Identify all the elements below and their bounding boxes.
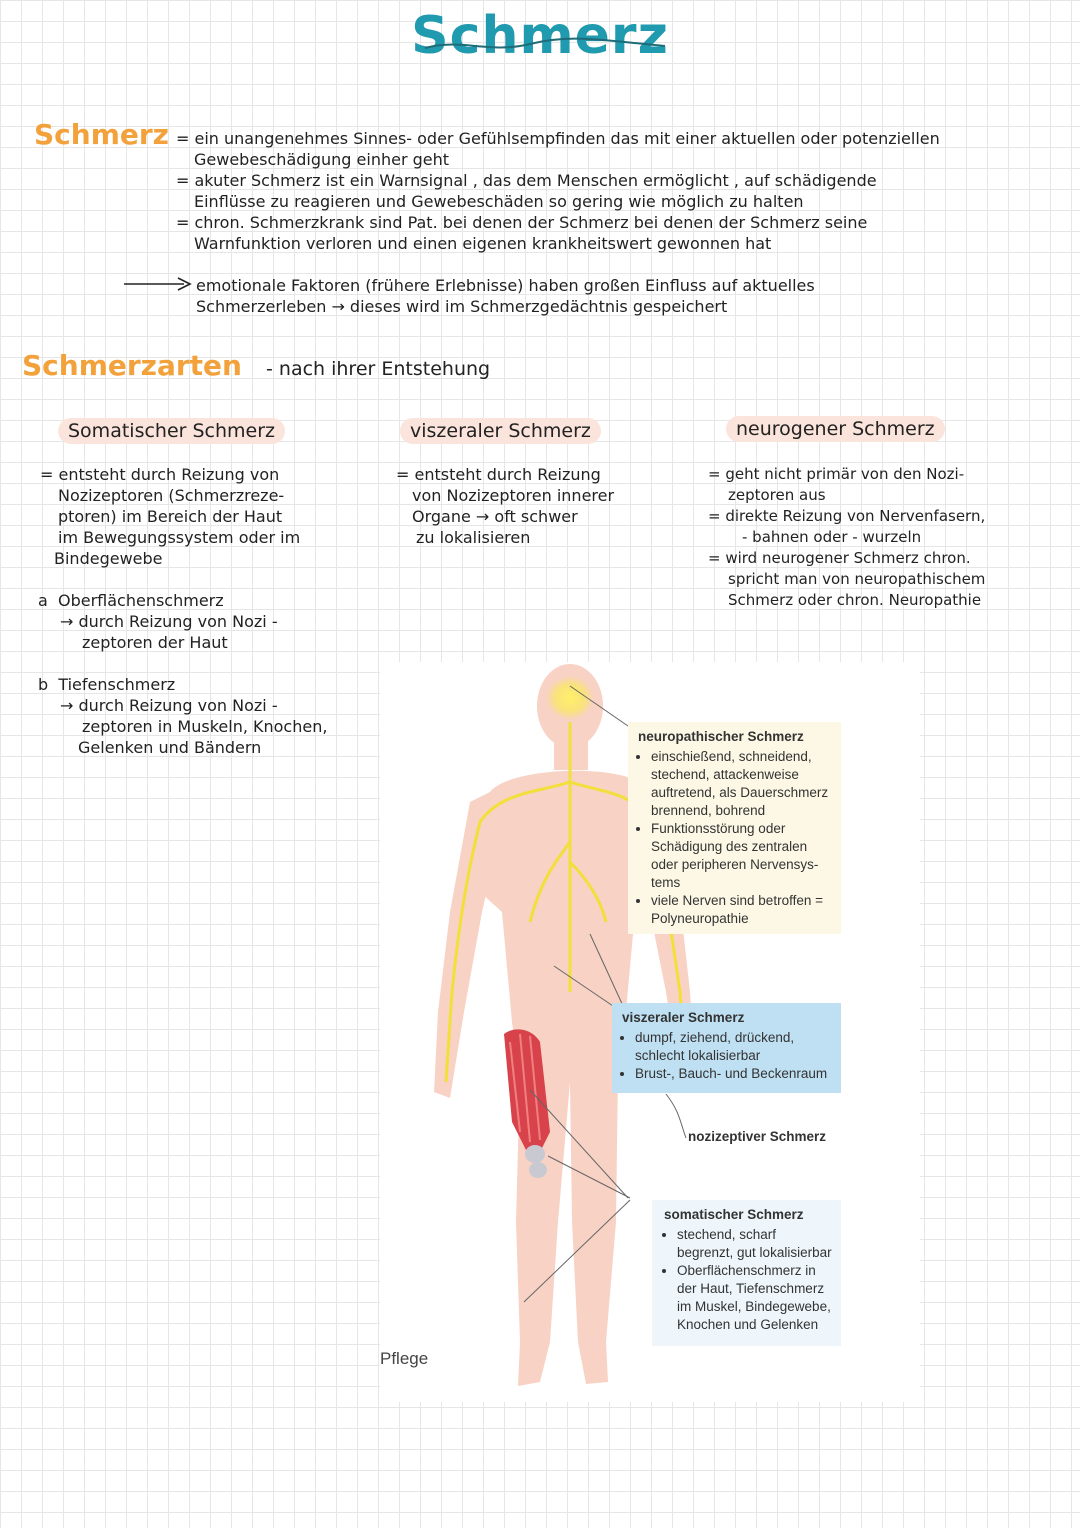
column-line: = entsteht durch Reizung von: [40, 465, 280, 484]
subtype-a-label: a: [38, 591, 48, 610]
page-title: Schmerz: [411, 6, 669, 66]
column-line: zu lokalisieren: [416, 528, 531, 547]
subtype-b-title: Tiefenschmerz: [58, 675, 176, 694]
title-strikethrough-scribble: [420, 34, 670, 56]
box-item: • einschießend, schneidend, stechend, attackenweise auftretend, als Dauerschmerz brennend, bohrend: [651, 748, 833, 820]
box-item: • stechend, scharf begrenzt, gut lokalisierbar: [677, 1226, 833, 1262]
column-line: = direkte Reizung von Nervenfasern,: [708, 507, 986, 525]
column-line: spricht man von neuropathischem: [728, 570, 986, 588]
subtype-a-title: Oberflächenschmerz: [57, 591, 224, 610]
definition-line: = akuter Schmerz ist ein Warnsignal , das dem Menschen ermöglicht , auf schädigende: [176, 171, 877, 190]
section-subtitle: - nach ihrer Entstehung: [266, 358, 491, 380]
definition-line: = chron. Schmerzkrank sind Pat. bei denen der Schmerz bei denen der Schmerz seine: [176, 213, 868, 232]
nociceptive-pain-label: nozizeptiver Schmerz: [688, 1129, 827, 1144]
subtype-b-line: Gelenken und Bändern: [78, 738, 262, 757]
subtype-b: [38, 674, 368, 758]
box-title: somatischer Schmerz: [664, 1207, 804, 1222]
column-line: Schmerz oder chron. Neuropathie: [728, 591, 982, 609]
column-line: Nozizeptoren (Schmerzreze-: [58, 486, 285, 505]
column-line: zeptoren aus: [728, 486, 826, 504]
box-item: • Funktionsstörung oder Schädigung des zentralen oder peripheren Nervensys- tems: [651, 820, 833, 892]
definition-line: Gewebeschädigung einher geht: [194, 150, 450, 169]
definition-line: = ein unangenehmes Sinnes- oder Gefühlsempfinden das mit einer aktuellen oder potenziellen: [176, 129, 940, 148]
arrow-right-icon: [122, 276, 194, 292]
column-text-neurogenic: [708, 464, 1070, 611]
box-title: viszeraler Schmerz: [622, 1010, 745, 1025]
column-line: Bindegewebe: [54, 549, 163, 568]
subtype-b-label: b: [38, 675, 49, 694]
figure-source: Pflege: [380, 1349, 429, 1368]
subtype-a: [38, 590, 368, 653]
column-title-neurogenic: neurogener Schmerz: [726, 416, 945, 442]
definition-line: Warnfunktion verloren und einen eigenen krankheitswert gewonnen hat: [194, 234, 772, 253]
column-line: = entsteht durch Reizung: [396, 465, 601, 484]
column-title-visceral: viszeraler Schmerz: [400, 418, 601, 444]
box-item: • Brust-, Bauch- und Beckenraum: [635, 1065, 833, 1083]
emotional-factors-note: [196, 275, 1056, 317]
subtype-a-line: → durch Reizung von Nozi -: [60, 612, 278, 631]
column-text-somatic: [40, 464, 370, 569]
column-text-visceral: [396, 464, 676, 548]
column-line: im Bewegungssystem oder im: [58, 528, 301, 547]
column-line: von Nozizeptoren innerer: [412, 486, 615, 505]
box-item: • Oberflächenschmerz in der Haut, Tiefenschmerz im Muskel, Bindegewebe, Knochen und Gelenken: [677, 1262, 833, 1334]
note-line: emotionale Faktoren (frühere Erlebnisse) haben großen Einfluss auf aktuelles: [196, 276, 815, 295]
column-line: = wird neurogener Schmerz chron.: [708, 549, 971, 567]
definition-line: Einflüsse zu reagieren und Gewebeschäden so gering wie möglich zu halten: [194, 192, 804, 211]
somatic-pain-box: [652, 1200, 841, 1346]
subtype-b-line: zeptoren in Muskeln, Knochen,: [82, 717, 328, 736]
subtype-a-line: zeptoren der Haut: [82, 633, 228, 652]
neuropathic-pain-box: [628, 722, 841, 934]
column-title-somatic: Somatischer Schmerz: [58, 418, 285, 444]
definition-term: Schmerz: [34, 118, 169, 151]
visceral-pain-box: [612, 1003, 841, 1093]
column-line: = geht nicht primär von den Nozi-: [708, 465, 965, 483]
column-line: ptoren) im Bereich der Haut: [58, 507, 283, 526]
definition-text: [176, 128, 1056, 254]
subtype-b-line: → durch Reizung von Nozi -: [60, 696, 278, 715]
box-item: • dumpf, ziehend, drückend, schlecht lokalisierbar: [635, 1029, 833, 1065]
note-line: Schmerzerleben → dieses wird im Schmerzgedächtnis gespeichert: [196, 297, 728, 316]
box-item: • viele Nerven sind betroffen = Polyneuropathie: [651, 892, 833, 928]
box-title: neuropathischer Schmerz: [638, 729, 804, 744]
column-line: Organe → oft schwer: [412, 507, 578, 526]
column-line: - bahnen oder - wurzeln: [742, 528, 922, 546]
section-heading: Schmerzarten: [22, 349, 242, 382]
